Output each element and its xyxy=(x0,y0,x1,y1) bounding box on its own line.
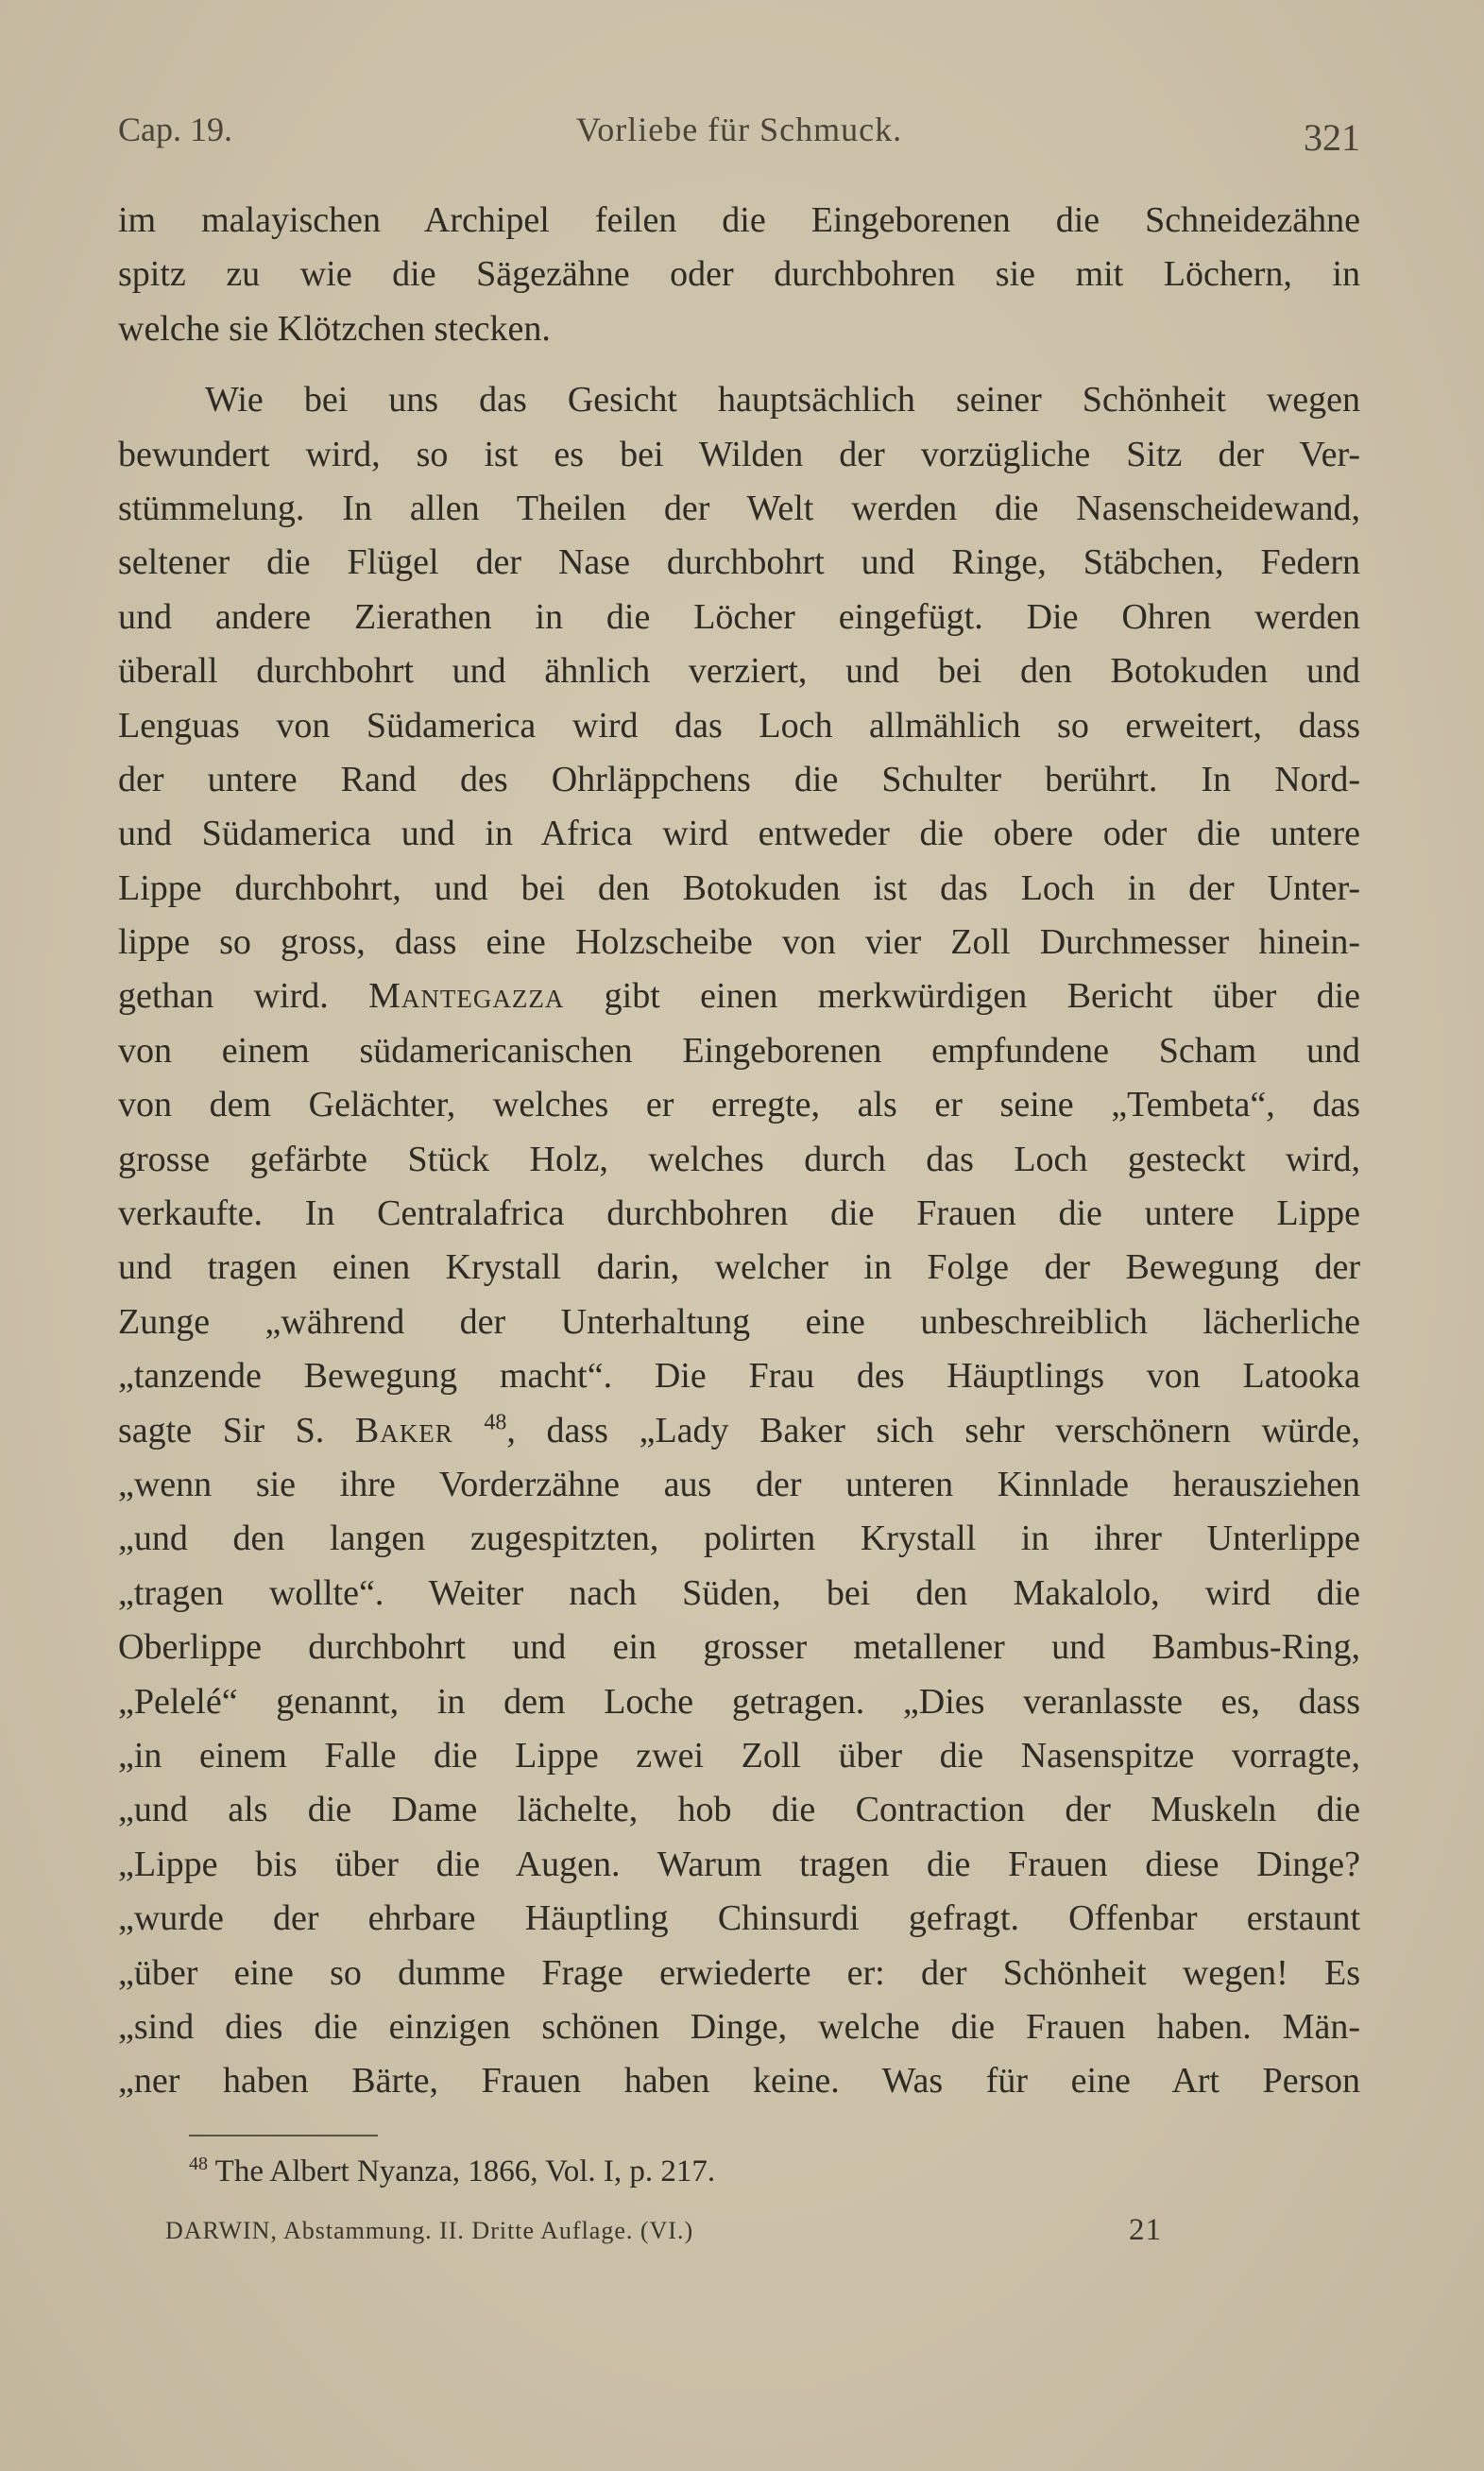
text-line-mantegazza xyxy=(118,970,1360,1023)
text-fragment: gibt einen merkwürdigen Bericht über die xyxy=(604,976,1361,1017)
text-line: überall durchbohrt und ähnlich verziert, und bei den Botokuden und xyxy=(118,651,1360,692)
text-line: grosse gefärbte Stück Holz, welches durch das Loch gesteckt wird, xyxy=(118,1139,1360,1179)
text-line: spitz zu wie die Sägezähne oder durchbohren sie mit Löchern, in xyxy=(118,254,1360,295)
author-name-mantegazza: Mantegazza xyxy=(368,976,565,1017)
text-line: Wie bei uns das Gesicht hauptsächlich seiner Schönheit wegen xyxy=(205,380,1360,420)
text-line: „in einem Falle die Lippe zwei Zoll über die Nasenspitze vorragte, xyxy=(118,1735,1360,1776)
text-line: Lenguas von Südamerica wird das Loch allmählich so erweitert, dass xyxy=(118,705,1360,746)
footnote-text: The Albert Nyanza, 1866, Vol. I, p. 217. xyxy=(214,2154,716,2188)
text-line: und Südamerica und in Africa wird entweder die obere oder die untere xyxy=(118,814,1360,854)
text-line: „über eine so dumme Frage erwiederte er: der Schönheit wegen! Es xyxy=(118,1952,1360,1993)
body-text xyxy=(118,194,1360,2109)
text-fragment: gethan wird. xyxy=(118,976,329,1017)
page-number: 321 xyxy=(1304,116,1360,159)
text-line: und tragen einen Krystall darin, welcher in Folge der Bewegung der xyxy=(118,1247,1360,1288)
text-line: und andere Zierathen in die Löcher eingefügt. Die Ohren werden xyxy=(118,596,1360,637)
text-line: „tragen wollte“. Weiter nach Süden, bei den Makalolo, wird die xyxy=(118,1572,1360,1613)
text-line: seltener die Flügel der Nase durchbohrt und Ringe, Stäbchen, Federn xyxy=(118,542,1360,583)
text-line: von dem Gelächter, welches er erregte, als er seine „Tembeta“, das xyxy=(118,1085,1360,1125)
text-line: lippe so gross, dass eine Holzscheibe von vier Zoll Durchmesser hinein- xyxy=(118,922,1360,963)
running-title: Vorliebe für Schmuck. xyxy=(575,111,903,148)
text-line: „und den langen zugespitzten, polirten Krystall in ihrer Unterlippe xyxy=(118,1519,1360,1559)
text-line: „und als die Dame lächelte, hob die Contraction der Muskeln die xyxy=(118,1790,1360,1830)
text-line: „ner haben Bärte, Frauen haben keine. Was für eine Art Person xyxy=(118,2061,1360,2102)
signature-number: 21 xyxy=(1129,2213,1162,2247)
text-line-baker xyxy=(118,1404,1360,1458)
text-line: „sind dies die einzigen schönen Dinge, welche die Frauen haben. Män- xyxy=(118,2006,1360,2047)
text-line: der untere Rand des Ohrläppchens die Schulter berührt. In Nord- xyxy=(118,759,1360,799)
text-line: im malayischen Archipel feilen die Eingeborenen die Schneidezähne xyxy=(118,200,1360,240)
text-line: „Pelelé“ genannt, in dem Loche getragen. „Dies veranlasste es, dass xyxy=(118,1681,1360,1722)
text-line: stümmelung. In allen Theilen der Welt werden die Nasenscheidewand, xyxy=(118,488,1360,528)
text-line: von einem südamericanischen Eingeborenen empfundene Scham und xyxy=(118,1030,1360,1071)
text-line: bewundert wird, so ist es bei Wilden der vorzügliche Sitz der Ver- xyxy=(118,434,1360,474)
author-name-baker: Baker xyxy=(354,1410,453,1450)
text-fragment: sagte Sir S. xyxy=(118,1410,325,1450)
text-line: verkaufte. In Centralafrica durchbohren die Frauen die untere Lippe xyxy=(118,1193,1360,1234)
footnote-ref: 48 xyxy=(484,1409,507,1434)
text-line: „Lippe bis über die Augen. Warum tragen die Frauen diese Dinge? xyxy=(118,1844,1360,1884)
text-line: „wurde der ehrbare Häuptling Chinsurdi gefragt. Offenbar erstaunt xyxy=(118,1898,1360,1939)
footnote-divider xyxy=(189,2135,378,2136)
footnote-marker: 48 xyxy=(189,2154,208,2174)
paragraph-gap xyxy=(118,356,1360,373)
text-line: Zunge „während der Unterhaltung eine unbeschreiblich lächerliche xyxy=(118,1301,1360,1342)
text-line: Lippe durchbohrt, und bei den Botokuden ist das Loch in der Unter- xyxy=(118,867,1360,908)
signature-text: DARWIN, Abstammung. II. Dritte Auflage. (VI.) xyxy=(165,2217,694,2244)
running-header xyxy=(118,106,1360,159)
text-line: „tanzende Bewegung macht“. Die Frau des Häuptlings von Latooka xyxy=(118,1356,1360,1397)
text-line: „wenn sie ihre Vorderzähne aus der unteren Kinnlade herausziehen xyxy=(118,1464,1360,1504)
footnote xyxy=(189,2154,715,2189)
text-line: welche sie Klötzchen stecken. xyxy=(118,308,551,349)
chapter-label: Cap. 19. xyxy=(118,111,232,148)
text-fragment: , dass „Lady Baker sich sehr verschönern würde, xyxy=(506,1410,1361,1450)
text-line: Oberlippe durchbohrt und ein grosser metallener und Bambus-Ring, xyxy=(118,1627,1360,1668)
